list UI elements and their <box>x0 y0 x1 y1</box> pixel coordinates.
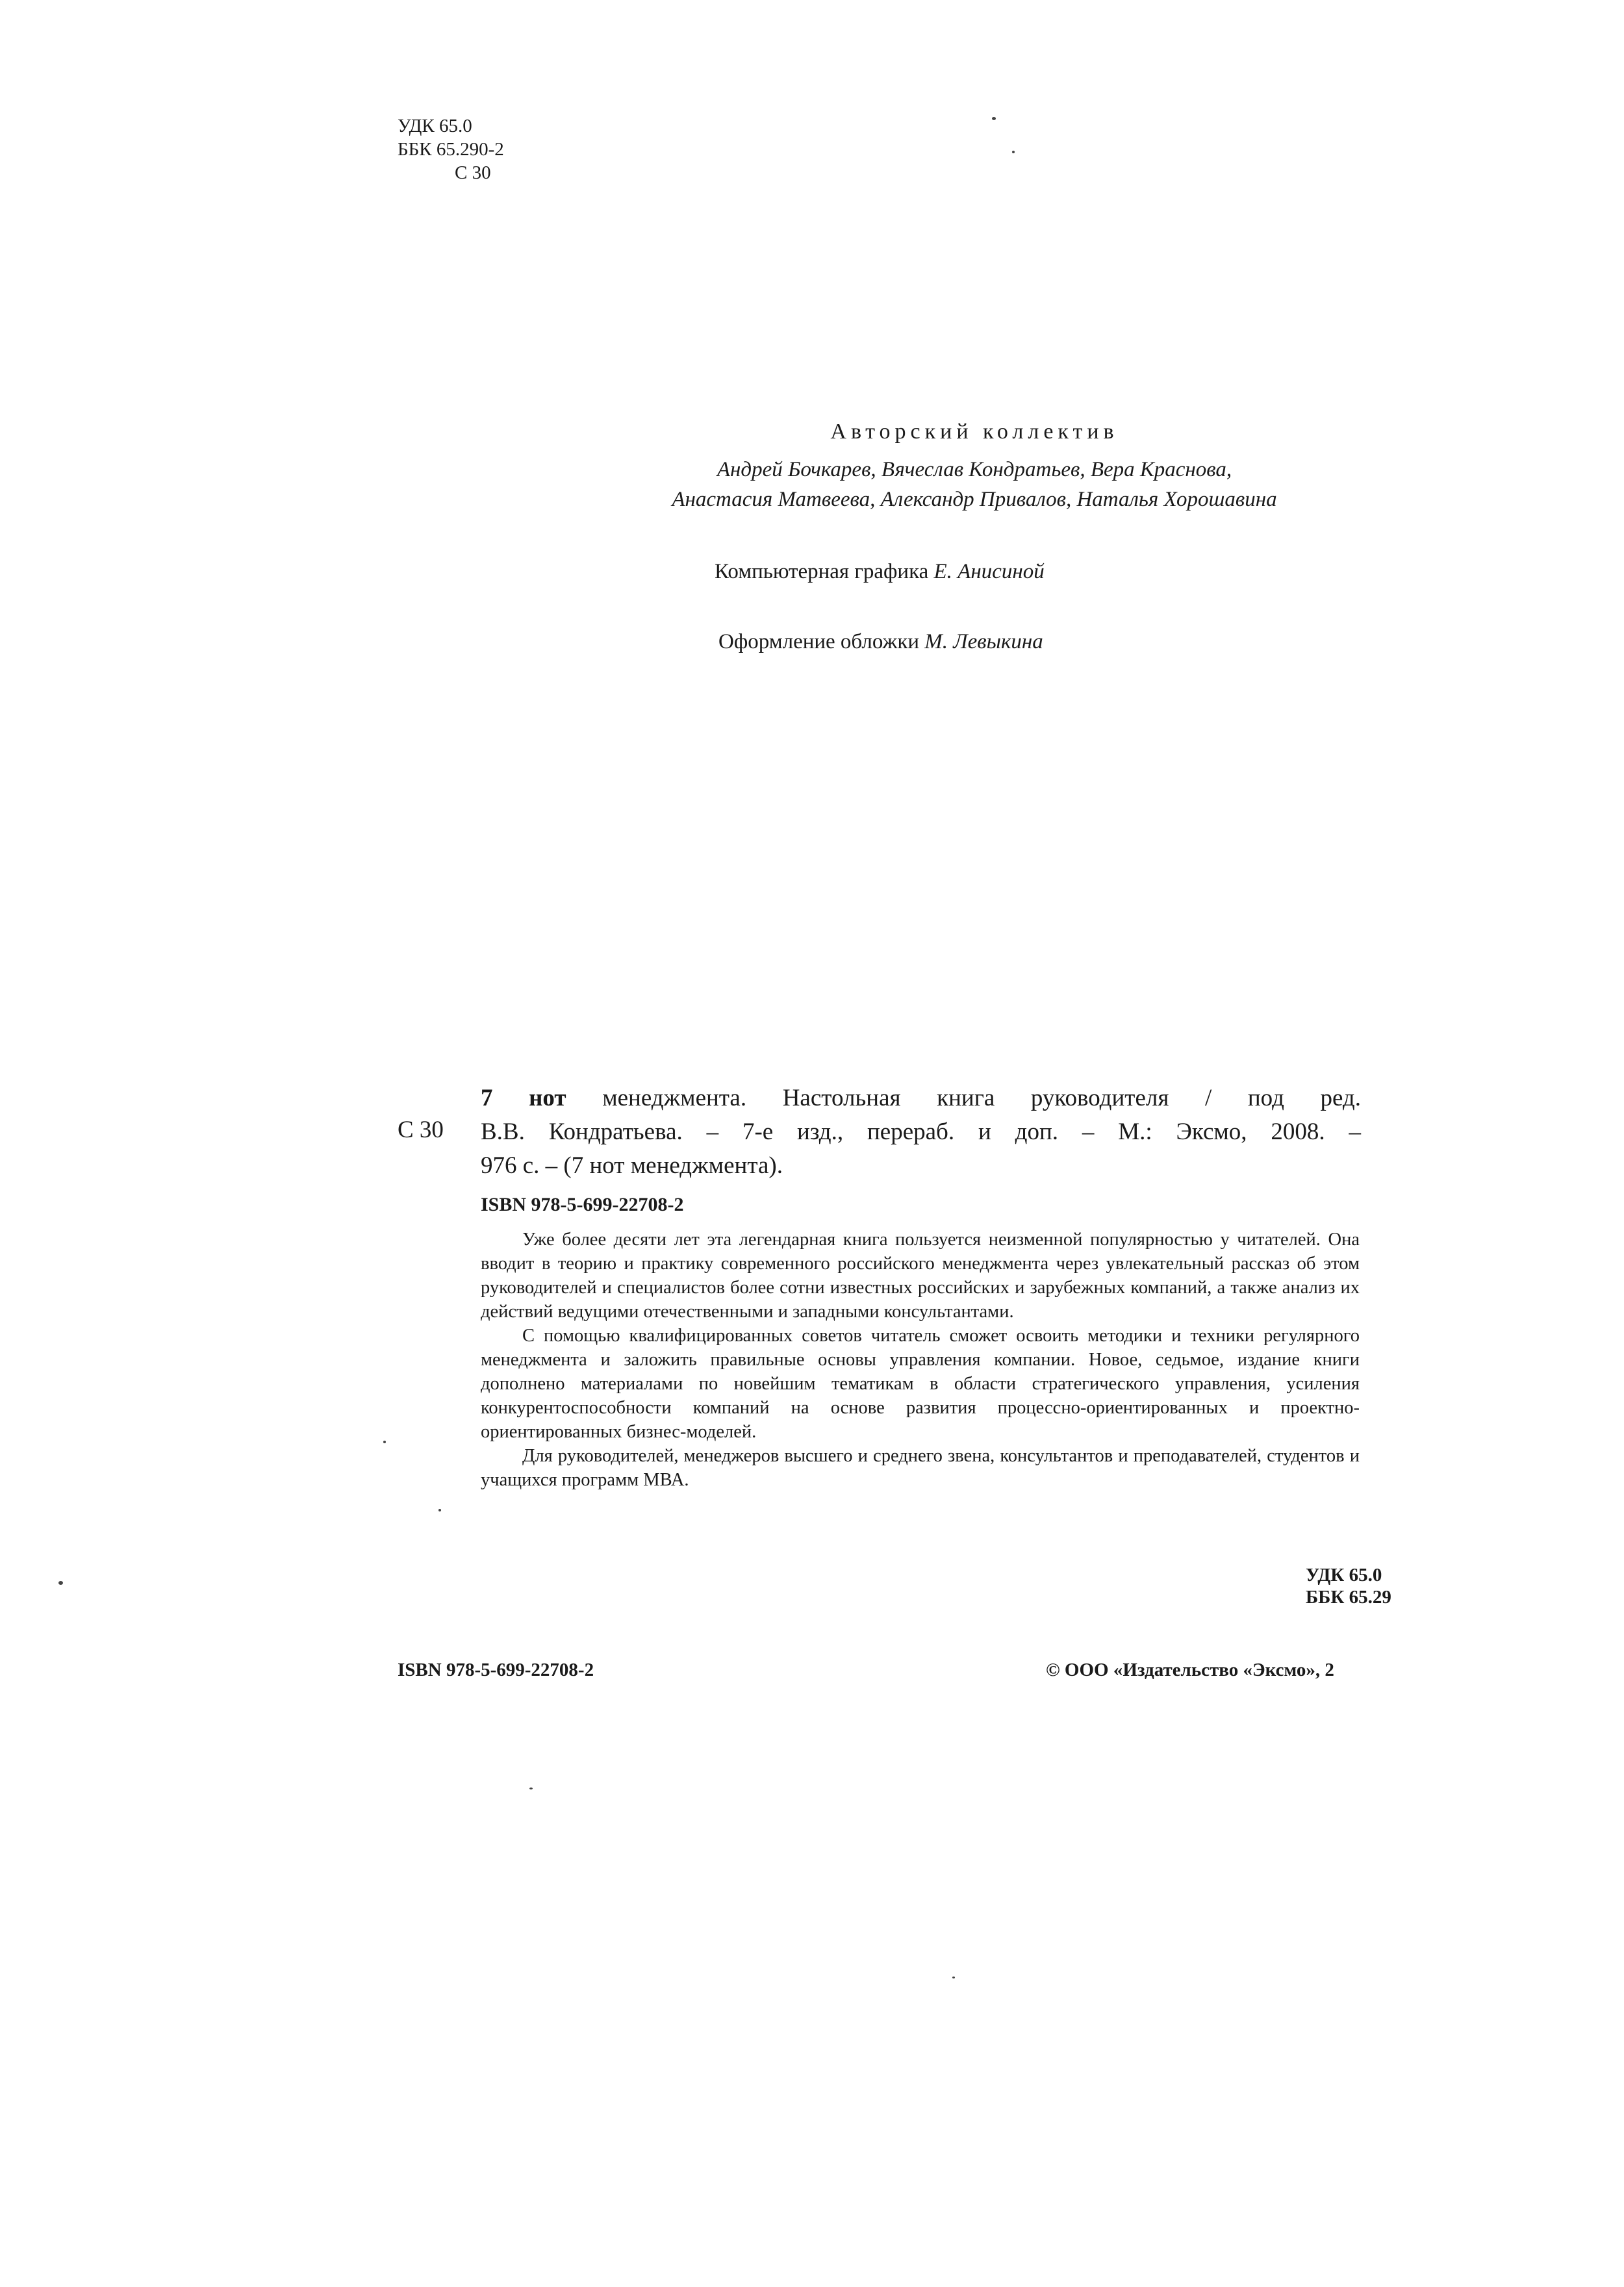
bibliographic-record <box>481 1081 1361 1183</box>
annotation-paragraph: Уже более десяти лет эта легендарная книга пользуется неизменной популярностью у читателей. Она вводит в теорию и практику современного российского менеджмента через увлекательный рассказ об этом руководителей и специалистов более сотни известных российских и зарубежных компаний, а также анализ их действий ведущими отечественными и западными консультантами. <box>481 1230 1360 1322</box>
scan-speck <box>58 1581 63 1585</box>
udk-code: УДК 65.0 <box>398 116 472 136</box>
cover-credit-name: М. Левыкина <box>924 630 1043 653</box>
record-line-1 <box>481 1081 1361 1115</box>
authors-heading: Авторский коллектив <box>830 420 1119 444</box>
authors-line-1: Андрей Бочкарев, Вячеслав Кондратьев, Вера Краснова, <box>717 458 1232 481</box>
authors-list <box>533 455 1416 514</box>
catalog-codes <box>398 114 504 184</box>
cover-credit-label: Оформление обложки <box>718 630 920 653</box>
record-line-3: 976 с. – (7 нот менеджмента). <box>481 1152 783 1179</box>
classification-bottom <box>1306 1564 1411 1608</box>
annotation <box>481 1228 1360 1492</box>
scan-speck <box>438 1509 441 1511</box>
cover-credit <box>718 630 1043 654</box>
scan-speck <box>529 1788 533 1789</box>
annotation-paragraph: С помощью квалифицированных советов читатель сможет освоить методики и техники регулярного менеджмента и заложить правильные основы управления компании. Новое, седьмое, издание книги дополнено материалами по новейшим тематикам в области стратегического управления, усиления конкурентоспособности компаний на основе развития процессно-ориентированных и проектно-ориентированных бизнес-моделей. <box>481 1326 1360 1442</box>
scan-speck <box>1012 151 1015 153</box>
record-title-rest: менеджмента. Настольная книга руководителя / под ред. <box>566 1085 1361 1111</box>
record-title-bold: 7 нот <box>481 1085 566 1111</box>
graphics-credit-label: Компьютерная графика <box>715 560 929 583</box>
record-author-sign: С 30 <box>398 1117 444 1143</box>
record-isbn: ISBN 978-5-699-22708-2 <box>481 1194 684 1215</box>
copyright: © ООО «Издательство «Эксмо», 2 <box>1046 1660 1334 1680</box>
bbk-code: ББК 65.290-2 <box>398 139 504 160</box>
graphics-credit <box>715 560 1045 584</box>
udk-bottom: УДК 65.0 <box>1306 1565 1382 1586</box>
authors-line-2: Анастасия Матвеева, Александр Привалов, Наталья Хорошавина <box>672 488 1277 511</box>
bbk-bottom: ББК 65.29 <box>1306 1587 1391 1608</box>
footer-isbn: ISBN 978-5-699-22708-2 <box>398 1660 594 1680</box>
scan-speck <box>952 1977 955 1978</box>
record-line-2: В.В. Кондратьева. – 7-е изд., перераб. и доп. – М.: Эксмо, 2008. – <box>481 1118 1361 1145</box>
author-sign: С 30 <box>455 162 491 183</box>
annotation-paragraph: Для руководителей, менеджеров высшего и среднего звена, консультантов и преподавателей, студентов и учащихся программ МВА. <box>481 1446 1360 1490</box>
graphics-credit-name: Е. Анисиной <box>933 560 1045 583</box>
scan-speck <box>992 117 996 120</box>
scan-speck <box>383 1441 386 1443</box>
